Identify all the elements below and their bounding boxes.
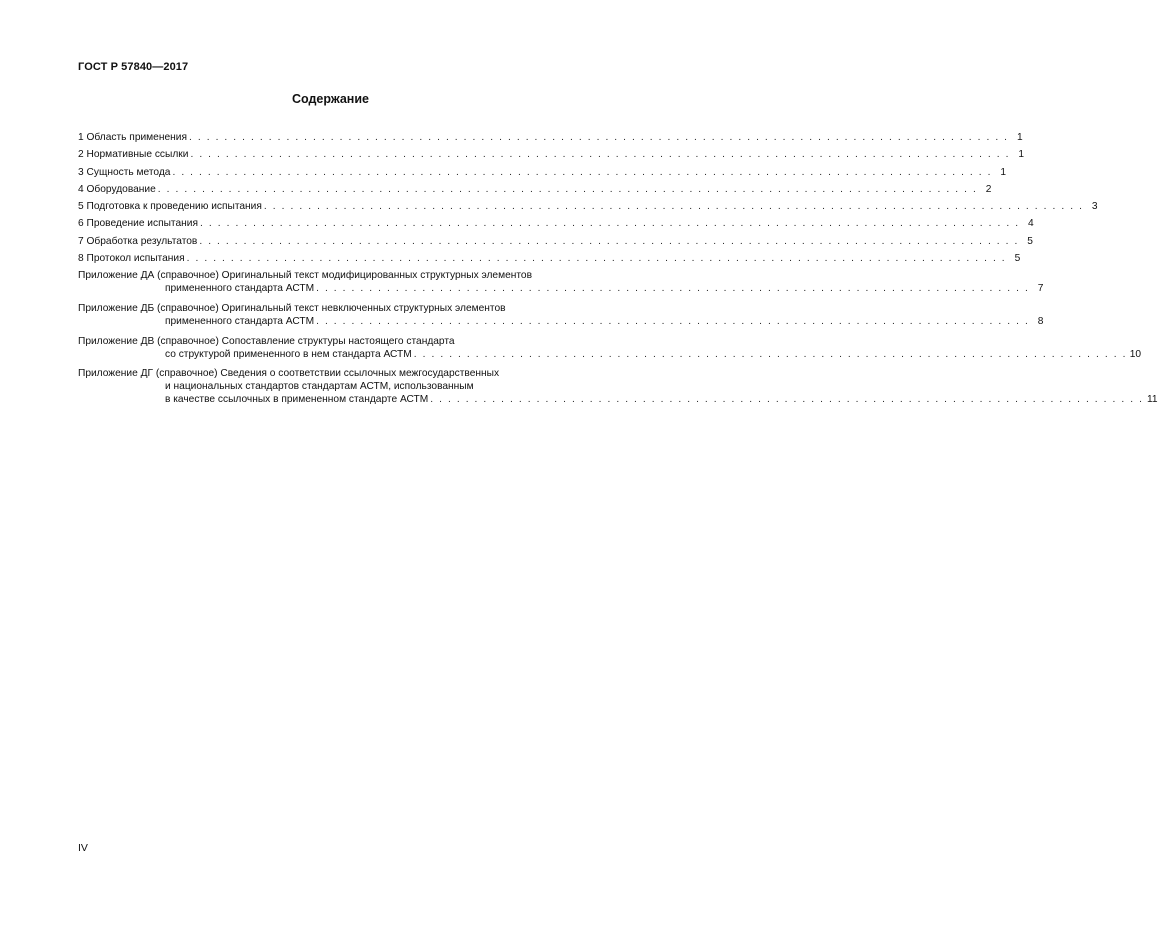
toc-entry-text: 6 Проведение испытания	[78, 218, 198, 230]
toc-entry[interactable]	[78, 250, 1021, 267]
toc-entry-page: 1	[1000, 166, 1007, 178]
appendix-continuation: со структурой примененного в нем стандарта АСТМ	[165, 348, 412, 360]
toc-entry-page: 7	[1037, 283, 1044, 295]
toc-entry-page: 5	[1014, 253, 1021, 265]
dot-leader: . . . . . . . . . . . . . . . . . . . . . . . . . . . . . . . . . . . . . . . . . . . . . . . . . . . . . . . . . . . . . . . . . . . . . . . . . . . . . . . . .	[413, 348, 1128, 360]
toc-entry[interactable]	[78, 164, 1007, 181]
page-number: IV	[78, 842, 88, 854]
dot-leader: . . . . . . . . . . . . . . . . . . . . . . . . . . . . . . . . . . . . . . . . . . . . . . . . . . . . . . . . . . . . . . . . . . . . . . . . . . . . . . . . . . . . . . . . . . . . .	[200, 218, 1020, 230]
dot-leader: . . . . . . . . . . . . . . . . . . . . . . . . . . . . . . . . . . . . . . . . . . . . . . . . . . . . . . . . . . . . . . . . . . . . . . . . . . . . . . . . . . . . . . . . . . . . .	[186, 253, 1007, 265]
appendix-last-line	[78, 315, 1044, 328]
toc-entry[interactable]	[78, 198, 1098, 215]
toc-entry-page: 10	[1129, 348, 1142, 360]
toc-appendix-entry[interactable]	[78, 302, 1044, 328]
dot-leader: . . . . . . . . . . . . . . . . . . . . . . . . . . . . . . . . . . . . . . . . . . . . . . . . . . . . . . . . . . . . . . . . . . . . . . . . . . . . . . . . . . . . . . . . . . . . .	[188, 132, 1009, 143]
appendix-last-line	[78, 348, 1142, 361]
appendix-continuation: и национальных стандартов стандартам АСТМ, использованным	[165, 381, 474, 393]
dot-leader: . . . . . . . . . . . . . . . . . . . . . . . . . . . . . . . . . . . . . . . . . . . . . . . . . . . . . . . . . . . . . . . . . . . . . . . . . . . . . . . . . . . . . . . . . . . . .	[199, 235, 1019, 247]
toc-entry-page: 11	[1146, 394, 1158, 406]
toc-entry-page: 2	[985, 183, 992, 195]
table-of-contents	[78, 129, 1158, 413]
toc-entry-text: 5 Подготовка к проведению испытания	[78, 201, 262, 213]
toc-entry-text: 2 Нормативные ссылки	[78, 149, 189, 161]
toc-entry[interactable]	[78, 129, 1023, 146]
dot-leader: . . . . . . . . . . . . . . . . . . . . . . . . . . . . . . . . . . . . . . . . . . . . . . . . . . . . . . . . . . . . . . . . . . . . . . . . . . . . . . . . .	[316, 283, 1030, 295]
toc-entry-text: 7 Обработка результатов	[78, 235, 198, 247]
toc-entry-text: 3 Сущность метода	[78, 166, 171, 178]
toc-entry-page: 5	[1027, 235, 1033, 247]
toc-entry[interactable]	[78, 215, 1034, 232]
toc-appendix-entry[interactable]	[78, 367, 1158, 406]
toc-entry-text: 1 Область применения	[78, 132, 187, 143]
appendix-continuation: в качестве ссылочных в примененном стандарте АСТМ	[165, 394, 429, 406]
toc-title: Содержание	[291, 92, 369, 106]
dot-leader: . . . . . . . . . . . . . . . . . . . . . . . . . . . . . . . . . . . . . . . . . . . . . . . . . . . . . . . . . . . . . . . . . . . . . . . . . . . . . . . . . . . . . . . . . . . . .	[263, 201, 1084, 213]
appendix-heading: Приложение ДА (справочное) Оригинальный текст модифицированных структурных элементов	[78, 270, 533, 282]
dot-leader: . . . . . . . . . . . . . . . . . . . . . . . . . . . . . . . . . . . . . . . . . . . . . . . . . . . . . . . . . . . . . . . . . . . . . . . . . . . . . . . . . . . . . . . . . . . . .	[157, 183, 978, 195]
appendix-heading: Приложение ДГ (справочное) Сведения о соответствии ссылочных межгосударственных	[78, 368, 500, 380]
toc-entry-text: 8 Протокол испытания	[78, 253, 185, 265]
appendix-heading: Приложение ДВ (справочное) Сопоставление структуры настоящего стандарта	[78, 335, 455, 347]
appendix-heading: Приложение ДБ (справочное) Оригинальный текст невключенных структурных элементов	[78, 302, 506, 314]
toc-entry-text: 4 Оборудование	[78, 183, 156, 195]
dot-leader: . . . . . . . . . . . . . . . . . . . . . . . . . . . . . . . . . . . . . . . . . . . . . . . . . . . . . . . . . . . . . . . . . . . . . . . . . . . . . . . . .	[430, 394, 1144, 406]
appendix-last-line	[78, 393, 1158, 406]
toc-entry-page: 3	[1091, 201, 1098, 213]
toc-appendix-entry[interactable]	[78, 335, 1142, 361]
toc-entry[interactable]	[78, 233, 1033, 250]
dot-leader: . . . . . . . . . . . . . . . . . . . . . . . . . . . . . . . . . . . . . . . . . . . . . . . . . . . . . . . . . . . . . . . . . . . . . . . . . . . . . . . . .	[316, 315, 1030, 327]
dot-leader: . . . . . . . . . . . . . . . . . . . . . . . . . . . . . . . . . . . . . . . . . . . . . . . . . . . . . . . . . . . . . . . . . . . . . . . . . . . . . . . . . . . . . . . . . . . . .	[172, 166, 993, 178]
appendix-last-line	[78, 282, 1044, 295]
document-code: ГОСТ Р 57840—2017	[78, 61, 189, 73]
toc-entry[interactable]	[78, 181, 992, 198]
appendix-continuation: примененного стандарта АСТМ	[165, 283, 315, 295]
toc-entry-page: 1	[1016, 132, 1023, 143]
toc-entry-page: 8	[1037, 315, 1044, 327]
toc-appendix-entry[interactable]	[78, 269, 1044, 295]
toc-entry-page: 1	[1018, 149, 1025, 161]
appendix-continuation: примененного стандарта АСТМ	[165, 315, 315, 327]
toc-entry-page: 4	[1027, 218, 1034, 230]
toc-entry[interactable]	[78, 146, 1025, 163]
dot-leader: . . . . . . . . . . . . . . . . . . . . . . . . . . . . . . . . . . . . . . . . . . . . . . . . . . . . . . . . . . . . . . . . . . . . . . . . . . . . . . . . . . . . . . . . . . . . .	[190, 149, 1011, 161]
